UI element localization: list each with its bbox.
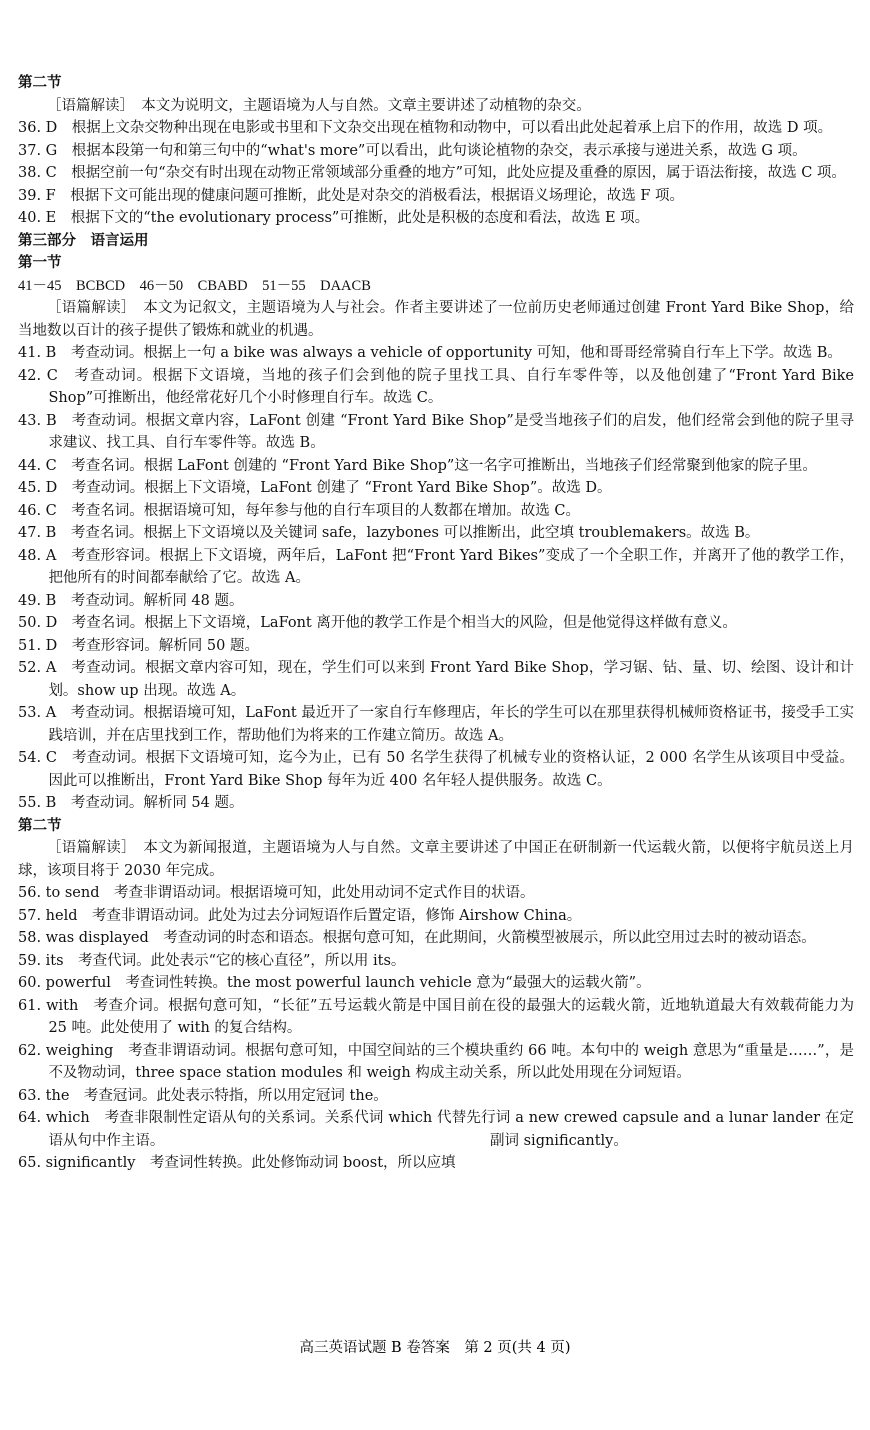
answer-item: 62. weighing 考查非谓语动词。根据句意可知，中国空间站的三个模块重约 66 吨。本句中的 weigh 意思为“重量是……”，是不及物动词，three space station modules 和 weigh 构成主动关系，所以此处用现在分词短语。 [18, 1042, 854, 1081]
answer-item: 61. with 考查介词。根据句意可知，“长征”五号运载火箭是中国目前在役的最强大的运载火箭，近地轨道最大有效载荷能力为 25 吨。此处使用了 with 的复合结构。 [18, 997, 854, 1036]
answer-item: 49. B 考查动词。解析同 48 题。 [18, 592, 244, 609]
answer-item: 56. to send 考查非谓语动词。根据语境可知，此处用动词不定式作目的状语。 [18, 885, 535, 901]
section-heading: 第一节 [18, 255, 62, 271]
answer-item: 60. powerful 考查词性转换。the most powerful launch vehicle 意为“最强大的运载火箭”。 [18, 975, 651, 991]
passage-intro: ［语篇解读］ 本文为记叙文，主题语境为人与社会。作者主要讲述了一位前历史老师通过创建 Front Yard Bike Shop，给当地数以百计的孩子提供了锻炼和就业的机遇。 [18, 300, 854, 339]
section-heading: 第二节 [18, 817, 62, 834]
answer-item-65 [18, 1132, 854, 1175]
answer-item: 40. E 根据下文的“the evolutionary process”可推断，此处是积极的态度和看法，故选 E 项。 [18, 210, 650, 226]
answer-item: 37. G 根据本段第一句和第三句中的“what's more”可以看出，此句谈论植物的杂交，表示承接与递进关系，故选 G 项。 [18, 142, 807, 159]
answer-item: 42. C 考查动词。根据下文语境，当地的孩子们会到他的院子里找工具、自行车零件等，以及他创建了“Front Yard Bike Shop”可推断出，他经常花好几个小时修理自行车。故选 C。 [18, 367, 854, 406]
answer-key-row: 41－45 BCBCD 46－50 CBABD 51－55 DAACB [18, 277, 371, 294]
answer-list [18, 882, 854, 1175]
answer-item: 45. D 考查动词。根据上下文语境，LaFont 创建了 “Front Yard Bike Shop”。故选 D。 [18, 480, 612, 496]
answer-item: 36. D 根据上文杂交物种出现在电影或书里和下文杂交出现在植物和动物中，可以看出此处起着承上启下的作用，故选 D 项。 [18, 120, 833, 136]
answer-item: 51. D 考查形容词。解析同 50 题。 [18, 637, 259, 654]
answer-list [18, 117, 854, 230]
answer-item: 38. C 根据空前一句“杂交有时出现在动物正常领域部分重叠的地方”可知，此处应提及重叠的原因，属于语法衔接，故选 C 项。 [18, 165, 846, 181]
answer-item: 50. D 考查名词。根据上下文语境，LaFont 离开他的教学工作是个相当大的风险，但是他觉得这样做有意义。 [18, 615, 737, 631]
answer-list [18, 342, 854, 815]
answer-item: 53. A 考查动词。根据语境可知，LaFont 最近开了一家自行车修理店，年长的学生可以在那里获得机械师资格证书，接受手工实践培训，并在店里找到工作，帮助他们为将来的工作建立简历。故选 A。 [18, 705, 854, 744]
answer-item: 47. B 考查名词。根据上下文语境以及关键词 safe，lazybones 可以推断出，此空填 troublemakers。故选 B。 [18, 525, 760, 541]
passage-intro: ［语篇解读］ 本文为说明文，主题语境为人与自然。文章主要讲述了动植物的杂交。 [47, 97, 591, 114]
answer-item: 39. F 根据下文可能出现的健康问题可推断，此处是对杂交的消极看法，根据语义场理论，故选 F 项。 [18, 187, 685, 204]
page-footer: 高三英语试题 B 卷答案 第 2 页(共 4 页) [299, 1340, 571, 1356]
answer-item: 58. was displayed 考查动词的时态和语态。根据句意可知，在此期间，火箭模型被展示，所以此空用过去时的被动语态。 [18, 930, 816, 946]
passage-intro: ［语篇解读］ 本文为新闻报道，主题语境为人与自然。文章主要讲述了中国正在研制新一代运载火箭，以便将宇航员送上月球，该项目将于 2030 年完成。 [18, 840, 854, 879]
answer-item: 43. B 考查动词。根据文章内容，LaFont 创建 “Front Yard Bike Shop”是受当地孩子们的启发，他们经常会到他的院子里寻求建议、找工具、自行车零件等。故选 B。 [18, 412, 854, 451]
answer-item: 41. B 考查动词。根据上一句 a bike was always a vehicle of opportunity 可知，他和哥哥经常骑自行车上下学。故选 B。 [18, 345, 842, 361]
answer-item: 44. C 考查名词。根据 LaFont 创建的 “Front Yard Bike Shop”这一名字可推断出，当地孩子们经常聚到他家的院子里。 [18, 457, 817, 474]
answer-item: 64. which 考查非限制性定语从句的关系词。关系代词 which 代替先行词 a new crewed capsule and a lunar lander 在定语从句中作主语。 [18, 1110, 854, 1149]
answer-item: 54. C 考查动词。根据下文语境可知，迄今为止，已有 50 名学生获得了机械专业的资格认证，2 000 名学生从该项目中受益。因此可以推断出，Front Yard Bike Shop 每年为近 400 名年轻人提供服务。故选 C。 [18, 750, 854, 789]
answer-item: 63. the 考查冠词。此处表示特指，所以用定冠词 the。 [18, 1087, 388, 1104]
answer-item-65-tail: 副词 significantly。 [490, 1132, 628, 1149]
answer-item: 48. A 考查形容词。根据上下文语境，两年后，LaFont 把“Front Yard Bikes”变成了一个全职工作，并离开了他的教学工作，把他所有的时间都奉献给了它。故选 A。 [18, 547, 854, 586]
answer-item-65-main: 65. significantly 考查词性转换。此处修饰动词 boost，所以应填 [18, 1155, 456, 1171]
section-heading: 第二节 [18, 75, 62, 91]
answer-item: 57. held 考查非谓语动词。此处为过去分词短语作后置定语，修饰 Airshow China。 [18, 907, 582, 924]
answer-item: 52. A 考查动词。根据文章内容可知，现在，学生们可以来到 Front Yard Bike Shop，学习锯、钻、量、切、绘图、设计和计划。show up 出现。故选 A。 [18, 660, 854, 699]
answer-item: 55. B 考查动词。解析同 54 题。 [18, 795, 244, 811]
answer-item: 46. C 考查名词。根据语境可知，每年参与他的自行车项目的人数都在增加。故选 C。 [18, 502, 580, 519]
part-heading: 第三部分 语言运用 [18, 232, 149, 249]
answer-item: 59. its 考查代词。此处表示“它的核心直径”，所以用 its。 [18, 952, 406, 969]
